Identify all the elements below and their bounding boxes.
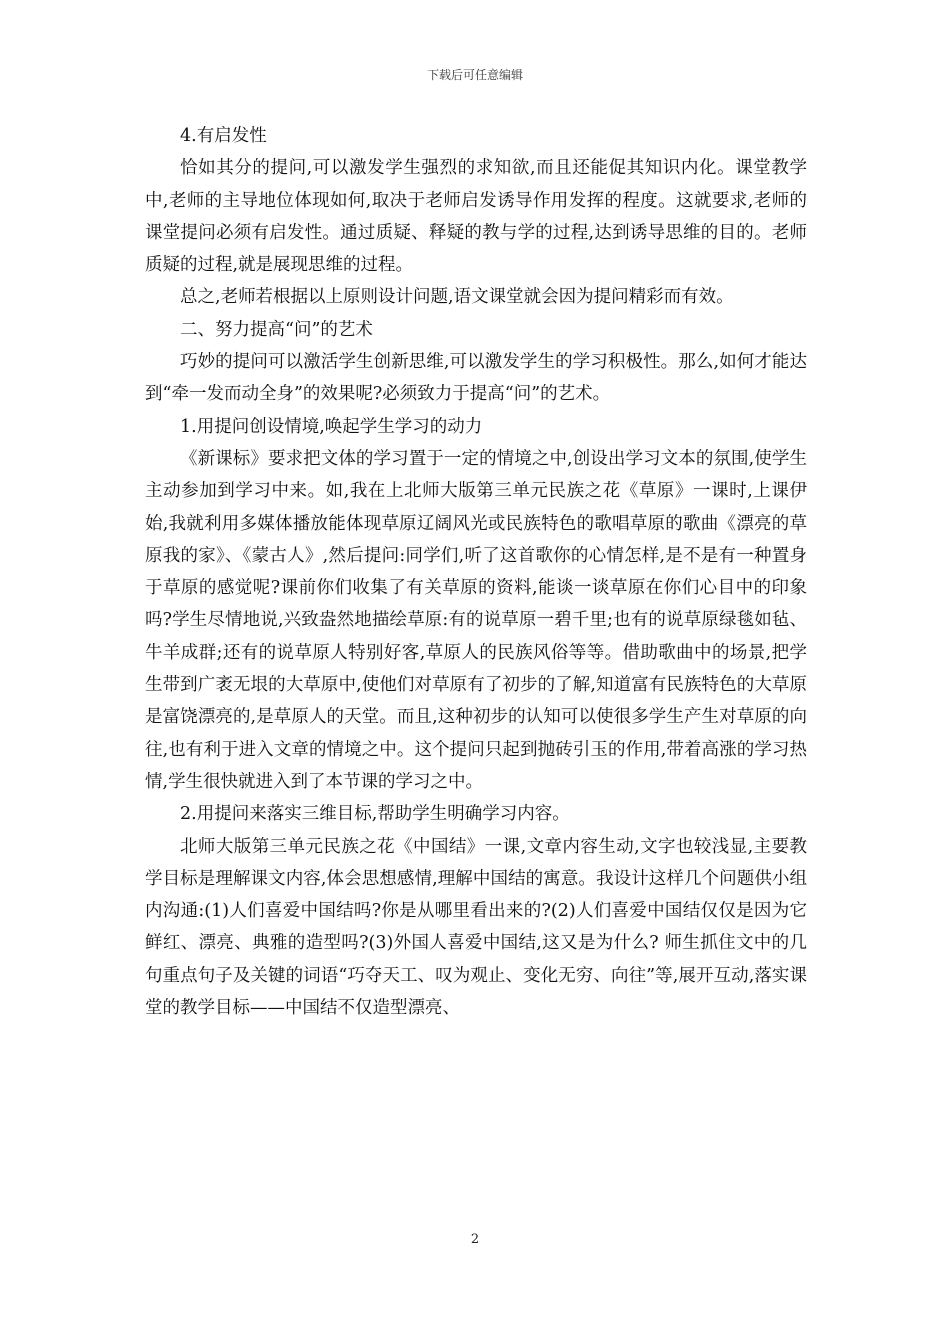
heading-2-three-dimensional-goals: 2.用提问来落实三维目标,帮助学生明确学习内容。 [180, 804, 570, 825]
paragraph-grassland-example: 《新课标》要求把文体的学习置于一定的情境之中,创设出学习文本的氛围,使学生主动参加到学习中来。如,我在上北师大版第三单元民族之花《草原》一课时,上课伊始,我就利用多媒体播放能体现草原辽阔风光或民族特色的歌唱草原的歌曲《漂亮的草原我的家》、《蒙古人》,然后提问:同学们,听了这首歌你的心情怎样,是不是有一种置身于草原的感觉呢?课前你们收集了有关草原的资料,能谈一谈草原在你们心目中的印象吗?学生尽情地说,兴致盎然地描绘草原:有的说草原一碧千里;也有的说草原绿毯如毡、牛羊成群;还有的说草原人特别好客,草原人的民族风俗等等。借助歌曲中的场景,把学生带到广袤无垠的大草原中,使他们对草原有了初步的了解,知道富有民族特色的大草原是富饶漂亮的,是草原人的天堂。而且,这种初步的认知可以使很多学生产生对草原的向往,也有利于进入文章的情境之中。这个提问只起到抛砖引玉的作用,带着高涨的学习热情,学生很快就进入到了本节课的学习之中。 [145, 448, 807, 792]
document-body [145, 120, 807, 1024]
paragraph-chinese-knot-example: 北师大版第三单元民族之花《中国结》一课,文章内容生动,文字也较浅显,主要教学目标是理解课文内容,体会思想感情,理解中国结的寓意。我设计这样几个问题供小组内沟通:(1)人们喜爱中国结吗?你是从哪里看出来的?(2)人们喜爱中国结仅仅是因为它鲜红、漂亮、典雅的造型吗?(3)外国人喜爱中国结,这又是为什么? 师生抓住文中的几句重点句子及关键的词语“巧夺天工、叹为观止、变化无穷、向往”等,展开互动,落实课堂的教学目标——中国结不仅造型漂亮、 [145, 836, 807, 1019]
paragraph-summary: 总之,老师若根据以上原则设计问题,语文课堂就会因为提问精彩而有效。 [180, 287, 734, 308]
heading-section-2: 二、努力提高“问”的艺术 [180, 319, 373, 340]
page-header: 下载后可任意编辑 [426, 68, 523, 82]
heading-1-create-situation: 1.用提问创设情境,唤起学生学习的动力 [180, 416, 483, 437]
paragraph-art-of-questioning: 巧妙的提问可以激活学生创新思维,可以激发学生的学习积极性。那么,如何才能达到“牵一发而动全身”的效果呢?必须致力于提高“问”的艺术。 [145, 352, 807, 405]
heading-4-inspiring: 4.有启发性 [180, 126, 267, 146]
paragraph-inspiring-questions: 恰如其分的提问,可以激发学生强烈的求知欲,而且还能促其知识内化。课堂教学中,老师的主导地位体现如何,取决于老师启发诱导作用发挥的程度。这就要求,老师的课堂提问必须有启发性。通过质疑、释疑的教与学的过程,达到诱导思维的目的。老师质疑的过程,就是展现思维的过程。 [145, 158, 807, 276]
page-number: 2 [470, 1232, 480, 1247]
